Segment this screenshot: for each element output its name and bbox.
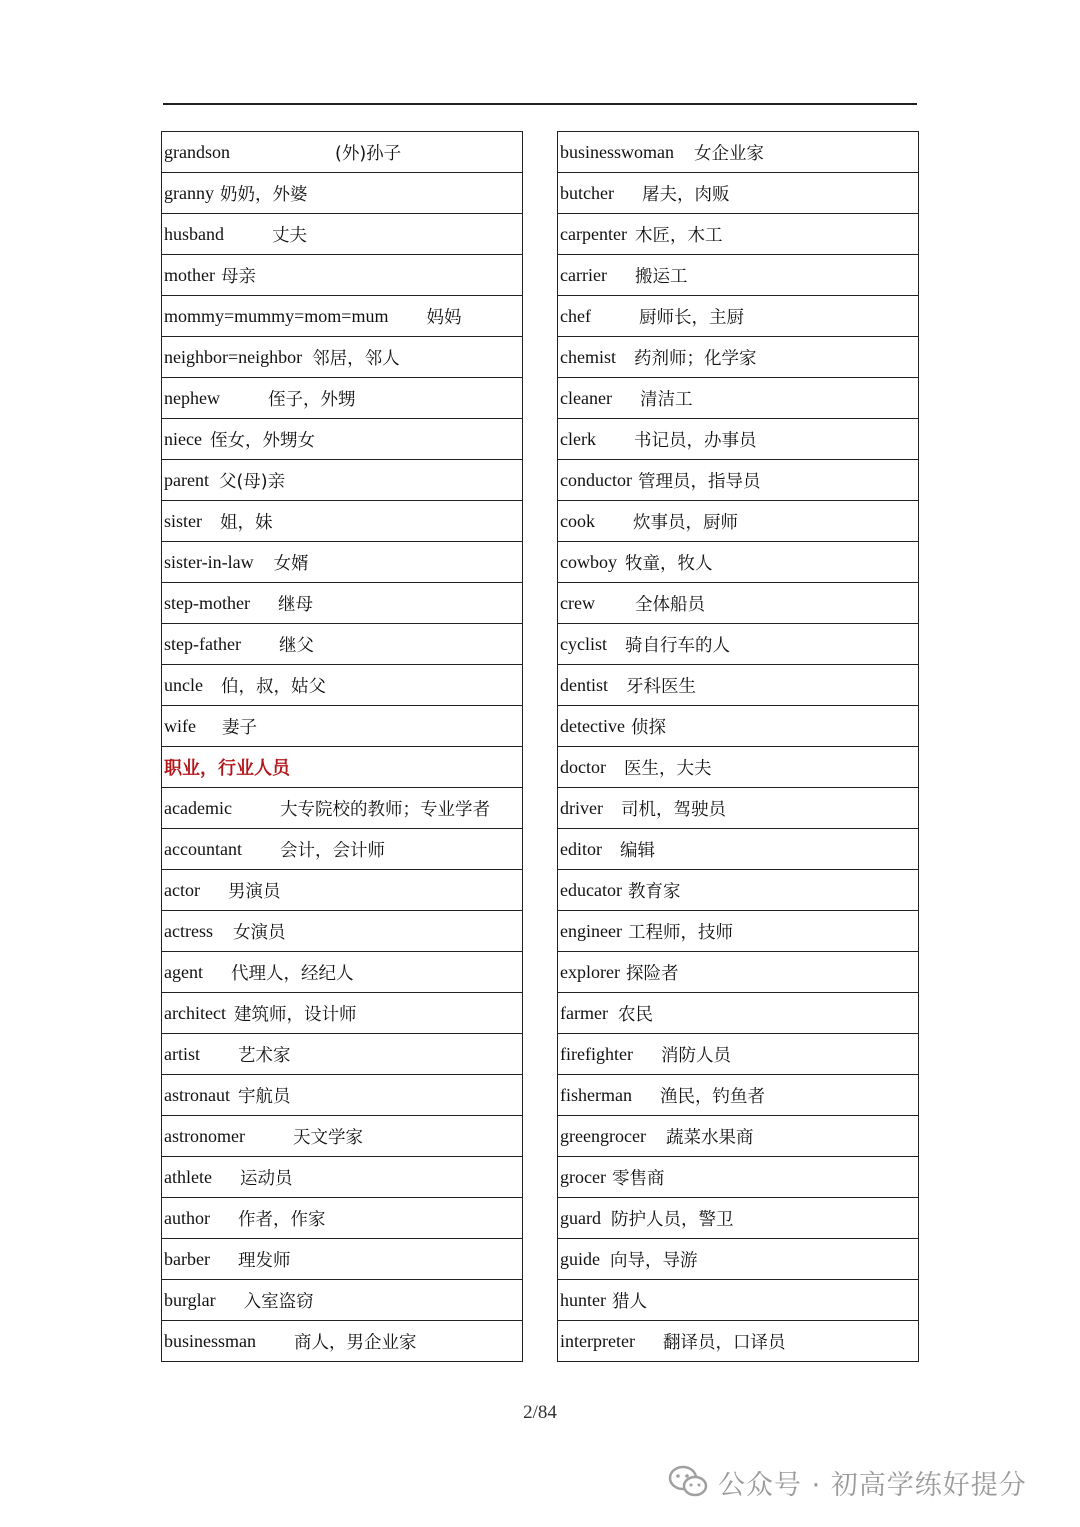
chinese-meaning: 会计，会计师 xyxy=(279,840,385,861)
english-word: accountant xyxy=(164,838,242,859)
vocab-row xyxy=(558,706,918,747)
vocab-row xyxy=(558,296,918,337)
chinese-meaning: 牧童，牧人 xyxy=(625,553,713,574)
vocab-row xyxy=(162,1075,522,1116)
english-word: niece xyxy=(164,428,202,449)
vocab-row xyxy=(558,419,918,460)
chinese-meaning: 侦探 xyxy=(630,717,666,738)
wechat-icon xyxy=(668,1465,708,1499)
vocab-row xyxy=(162,460,522,501)
section-heading: 职业，行业人员 xyxy=(162,747,522,788)
vocab-row xyxy=(558,542,918,583)
vocab-row xyxy=(162,993,522,1034)
chinese-meaning: 宇航员 xyxy=(237,1086,291,1107)
chinese-meaning: 奶奶，外婆 xyxy=(219,184,308,205)
vocab-row xyxy=(558,747,918,788)
english-word: cyclist xyxy=(560,633,607,654)
chinese-meaning: 医生，大夫 xyxy=(623,758,712,779)
chinese-meaning: 女婿 xyxy=(273,553,309,574)
chinese-meaning: 探险者 xyxy=(625,963,679,984)
chinese-meaning: 全体船员 xyxy=(634,594,705,615)
vocab-row xyxy=(558,911,918,952)
english-word: businessman xyxy=(164,1330,256,1351)
english-word: mommy=mummy=mom=mum xyxy=(164,305,389,326)
vocab-row xyxy=(162,583,522,624)
vocab-row xyxy=(162,706,522,747)
vocab-column-left xyxy=(161,131,523,1362)
english-word: grandson xyxy=(164,141,230,162)
vocab-row xyxy=(162,501,522,542)
vocab-row xyxy=(162,419,522,460)
chinese-meaning: 代理人，经纪人 xyxy=(230,963,354,984)
chinese-meaning: 牙科医生 xyxy=(626,676,696,697)
vocab-row xyxy=(558,1034,918,1075)
english-word: carrier xyxy=(560,264,607,285)
chinese-meaning: 骑自行车的人 xyxy=(625,635,730,656)
chinese-meaning: 猎人 xyxy=(611,1291,647,1312)
chinese-meaning: 入室盗窃 xyxy=(243,1291,314,1312)
chinese-meaning: 清洁工 xyxy=(639,389,693,410)
english-word: mother xyxy=(164,264,215,285)
chinese-meaning: 编辑 xyxy=(620,840,655,861)
vocab-row xyxy=(162,1321,522,1362)
vocab-row xyxy=(162,1198,522,1239)
english-word: interpreter xyxy=(560,1330,635,1351)
english-word: wife xyxy=(164,715,196,736)
chinese-meaning: 木匠，木工 xyxy=(634,225,723,246)
chinese-meaning: 继母 xyxy=(277,594,313,615)
chinese-meaning: 理发师 xyxy=(237,1250,291,1271)
english-word: editor xyxy=(560,838,602,859)
english-word: cleaner xyxy=(560,387,612,408)
english-word: chemist xyxy=(560,346,616,367)
vocab-row xyxy=(162,337,522,378)
header-rule xyxy=(163,103,917,105)
english-word: guard xyxy=(560,1207,601,1228)
chinese-meaning: 妈妈 xyxy=(426,307,462,328)
vocab-row xyxy=(162,173,522,214)
english-word: explorer xyxy=(560,961,620,982)
vocab-row xyxy=(558,870,918,911)
vocab-row xyxy=(558,501,918,542)
vocab-row xyxy=(162,829,522,870)
vocab-row xyxy=(162,1157,522,1198)
english-word: artist xyxy=(164,1043,200,1064)
english-word: educator xyxy=(560,879,622,900)
english-word: actress xyxy=(164,920,213,941)
chinese-meaning: 教育家 xyxy=(627,881,681,902)
chinese-meaning: 天文学家 xyxy=(292,1127,363,1148)
chinese-meaning: 防护人员，警卫 xyxy=(610,1209,734,1230)
english-word: husband xyxy=(164,223,224,244)
english-word: dentist xyxy=(560,674,608,695)
page-number: 2/84 xyxy=(523,1402,557,1423)
english-word: crew xyxy=(560,592,595,613)
chinese-meaning: 药剂师；化学家 xyxy=(634,348,757,369)
english-word: businesswoman xyxy=(560,141,674,162)
english-word: granny xyxy=(164,182,214,203)
english-word: barber xyxy=(164,1248,210,1269)
vocab-row xyxy=(162,255,522,296)
vocab-row xyxy=(558,1280,918,1321)
vocab-row xyxy=(558,1157,918,1198)
vocab-row xyxy=(162,378,522,419)
chinese-meaning: 艺术家 xyxy=(238,1045,291,1066)
english-word: cook xyxy=(560,510,595,531)
chinese-meaning: 蔬菜水果商 xyxy=(665,1127,754,1148)
english-word: doctor xyxy=(560,756,606,777)
vocab-row xyxy=(558,173,918,214)
chinese-meaning: 父(母)亲 xyxy=(218,471,286,492)
vocab-row xyxy=(162,1116,522,1157)
vocab-row xyxy=(558,1321,918,1362)
chinese-meaning: 女演员 xyxy=(232,922,286,943)
english-word: neighbor=neighbor xyxy=(164,346,303,367)
vocab-row xyxy=(558,1239,918,1280)
chinese-meaning: 作者，作家 xyxy=(237,1209,326,1230)
english-word: burglar xyxy=(164,1289,216,1310)
english-word: athlete xyxy=(164,1166,212,1187)
vocab-row xyxy=(558,255,918,296)
chinese-meaning: 书记员，办事员 xyxy=(633,430,757,451)
chinese-meaning: 管理员，指导员 xyxy=(637,471,761,492)
watermark xyxy=(668,1462,1027,1502)
chinese-meaning: 丈夫 xyxy=(272,225,307,246)
vocab-row xyxy=(558,583,918,624)
vocab-row xyxy=(558,829,918,870)
english-word: driver xyxy=(560,797,603,818)
english-word: greengrocer xyxy=(560,1125,646,1146)
english-word: sister xyxy=(164,510,202,531)
chinese-meaning: 消防人员 xyxy=(660,1045,731,1066)
chinese-meaning: 大专院校的教师；专业学者 xyxy=(279,799,490,820)
vocab-row xyxy=(558,460,918,501)
english-word: architect xyxy=(164,1002,226,1023)
english-word: detective xyxy=(560,715,625,736)
chinese-meaning: 侄子，外甥 xyxy=(267,389,356,410)
english-word: author xyxy=(164,1207,210,1228)
chinese-meaning: 母亲 xyxy=(221,266,256,287)
chinese-meaning: 翻译员，口译员 xyxy=(662,1332,786,1353)
vocab-row xyxy=(162,214,522,255)
english-word: guide xyxy=(560,1248,600,1269)
chinese-meaning: 司机，驾驶员 xyxy=(620,799,726,820)
vocab-row xyxy=(558,214,918,255)
vocab-row xyxy=(162,1034,522,1075)
vocab-row xyxy=(162,296,522,337)
english-word: fisherman xyxy=(560,1084,632,1105)
english-word: clerk xyxy=(560,428,596,449)
vocab-row xyxy=(558,788,918,829)
vocab-row xyxy=(558,1198,918,1239)
english-word: conductor xyxy=(560,469,632,490)
english-word: step-mother xyxy=(164,592,250,613)
chinese-meaning: 伯，叔，姑父 xyxy=(220,676,326,697)
chinese-meaning: (外)孙子 xyxy=(335,143,402,164)
vocab-row xyxy=(558,337,918,378)
english-word: agent xyxy=(164,961,203,982)
chinese-meaning: 侄女，外甥女 xyxy=(209,430,315,451)
vocab-row xyxy=(162,1280,522,1321)
chinese-meaning: 邻居，邻人 xyxy=(312,348,400,369)
english-word: uncle xyxy=(164,674,203,695)
vocab-row xyxy=(162,952,522,993)
vocab-row xyxy=(558,993,918,1034)
chinese-meaning: 妻子 xyxy=(221,717,257,738)
vocab-row xyxy=(162,542,522,583)
english-word: parent xyxy=(164,469,209,490)
chinese-meaning: 继父 xyxy=(278,635,314,656)
chinese-meaning: 姐，妹 xyxy=(220,512,273,533)
chinese-meaning: 厨师长，主厨 xyxy=(638,307,744,328)
english-word: astronaut xyxy=(164,1084,230,1105)
english-word: carpenter xyxy=(560,223,627,244)
vocab-row xyxy=(558,132,918,173)
watermark-text: 公众号 · 初高学练好提分 xyxy=(718,1469,1027,1501)
chinese-meaning: 女企业家 xyxy=(694,143,764,164)
english-word: engineer xyxy=(560,920,622,941)
english-word: astronomer xyxy=(164,1125,245,1146)
english-word: nephew xyxy=(164,387,220,408)
vocab-row xyxy=(558,1116,918,1157)
vocab-row xyxy=(558,624,918,665)
chinese-meaning: 零售商 xyxy=(611,1168,665,1189)
chinese-meaning: 商人，男企业家 xyxy=(294,1332,417,1353)
chinese-meaning: 运动员 xyxy=(239,1168,293,1189)
chinese-meaning: 工程师，技师 xyxy=(627,922,733,943)
english-word: grocer xyxy=(560,1166,606,1187)
chinese-meaning: 屠夫，肉贩 xyxy=(641,184,730,205)
english-word: academic xyxy=(164,797,232,818)
chinese-meaning: 炊事员，厨师 xyxy=(633,512,738,533)
vocab-row xyxy=(162,624,522,665)
vocab-column-right xyxy=(557,131,919,1362)
chinese-meaning: 农民 xyxy=(617,1004,653,1025)
chinese-meaning: 向导，导游 xyxy=(610,1250,698,1271)
chinese-meaning: 搬运工 xyxy=(634,266,688,287)
vocab-row xyxy=(162,911,522,952)
vocab-row xyxy=(558,1075,918,1116)
english-word: farmer xyxy=(560,1002,608,1023)
vocab-row xyxy=(162,665,522,706)
english-word: chef xyxy=(560,305,591,326)
english-word: cowboy xyxy=(560,551,617,572)
vocab-row xyxy=(558,378,918,419)
english-word: firefighter xyxy=(560,1043,633,1064)
vocab-row xyxy=(558,952,918,993)
vocab-row xyxy=(558,665,918,706)
english-word: actor xyxy=(164,879,200,900)
english-word: sister-in-law xyxy=(164,551,254,572)
chinese-meaning: 建筑师，设计师 xyxy=(233,1004,357,1025)
english-word: hunter xyxy=(560,1289,606,1310)
vocab-row xyxy=(162,132,522,173)
vocab-row xyxy=(162,870,522,911)
vocab-row xyxy=(162,788,522,829)
english-word: butcher xyxy=(560,182,614,203)
vocab-row xyxy=(162,1239,522,1280)
chinese-meaning: 渔民，钓鱼者 xyxy=(659,1086,765,1107)
english-word: step-father xyxy=(164,633,241,654)
chinese-meaning: 男演员 xyxy=(227,881,281,902)
